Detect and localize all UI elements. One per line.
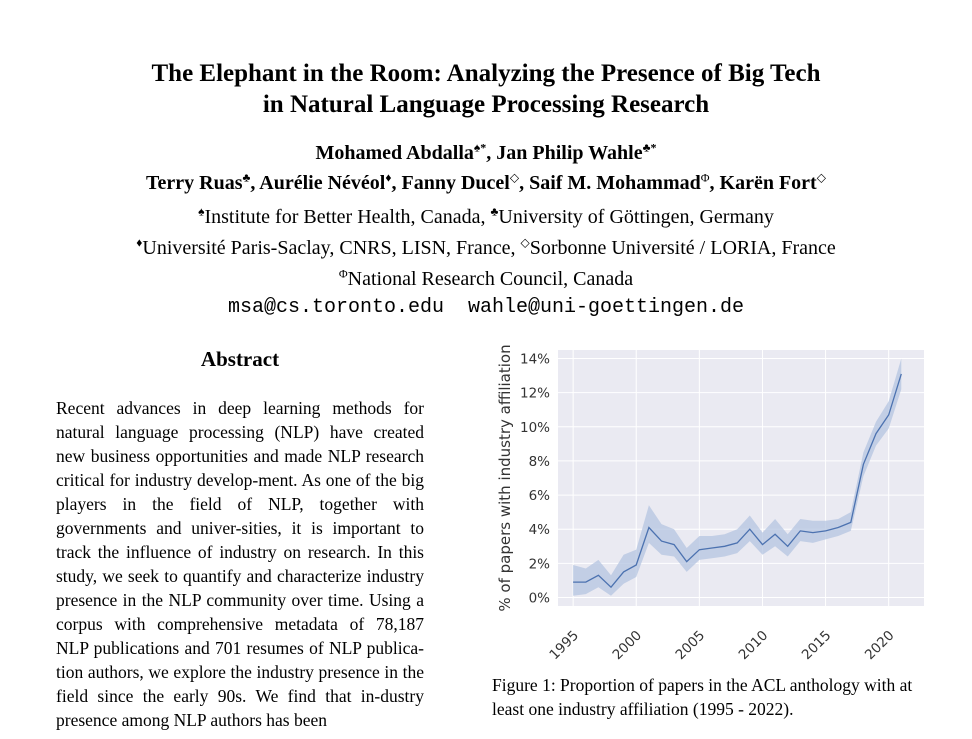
paper-title: [0, 58, 972, 120]
email-address[interactable]: wahle@uni-goettingen.de: [468, 296, 745, 319]
y-tick-label: 10%: [519, 419, 550, 436]
author-list: [0, 138, 972, 198]
affiliation-mark: ♠: [198, 204, 205, 219]
author-mark: ◇: [509, 170, 520, 185]
title-line-1: The Elephant in the Room: Analyzing the Presence of Big Tech: [151, 60, 821, 87]
y-tick-label: 6%: [528, 488, 550, 505]
y-tick-label: 0%: [528, 590, 550, 607]
author-mark: Φ: [700, 170, 710, 185]
line-chart: [490, 342, 940, 662]
author-mark: ♣*: [642, 140, 657, 155]
x-tick-label: 2005: [672, 627, 709, 662]
affiliation-line-3: [0, 264, 972, 295]
y-tick-label: 14%: [519, 351, 550, 368]
figure-caption: Figure 1: Proportion of papers in the ACL anthology with at least one industry affiliation (1995 - 2022).: [492, 675, 913, 719]
author-mark: ♦: [385, 170, 392, 185]
author-mark: ♠*: [473, 140, 487, 155]
affiliation-line-2: [0, 233, 972, 264]
authors-line-1: Mohamed Abdalla♠*, Jan Philip Wahle♣*: [315, 140, 657, 164]
x-tick-label: 2010: [735, 627, 772, 662]
email-line: [0, 296, 972, 319]
y-tick-label: 8%: [528, 453, 550, 470]
x-tick-label: 2020: [861, 627, 898, 662]
y-tick-label: 12%: [519, 385, 550, 402]
affiliation-list: [0, 202, 972, 295]
x-tick-label: 2015: [798, 627, 835, 662]
affiliation-mark: ◇: [520, 235, 530, 250]
y-tick-label: 4%: [528, 522, 550, 539]
x-tick-label: 2000: [609, 627, 646, 662]
plot-area: [558, 350, 924, 606]
author-name: Karën Fort: [719, 172, 817, 194]
author-name: Fanny Ducel: [401, 172, 510, 194]
title-line-2: in Natural Language Processing Research: [262, 91, 710, 118]
affiliation-text: Sorbonne Université / LORIA, France: [529, 237, 836, 259]
author-name: Terry Ruas: [146, 172, 243, 194]
affiliation-line-1: [0, 202, 972, 233]
author-mark: ◇: [816, 170, 826, 185]
figure-1-chart: [490, 342, 940, 662]
affiliation-text: Université Paris-Saclay, CNRS, LISN, France,: [142, 237, 516, 259]
author-name: Saif M. Mohammad: [529, 172, 701, 194]
abstract-heading: Abstract: [200, 347, 280, 371]
email-address[interactable]: msa@cs.toronto.edu: [227, 296, 444, 319]
affiliation-mark: ♣: [490, 204, 499, 219]
affiliation-text: National Research Council, Canada: [347, 268, 634, 290]
affiliation-text: Institute for Better Health, Canada,: [204, 206, 486, 228]
x-tick-label: 1995: [546, 627, 582, 662]
abstract-text: Recent advances in deep learning methods for natural language processing (NLP) have created new business opportunities and made NLP research critical for industry develop-ment. As one of the big players in the field of NLP, together with governments and univer-sities, it is important to track the influence of industry on research. In this study, we seek to quantify and characterize industry presence in the NLP community over time. Using a corpus with comprehensive metadata of 78,187 NLP publications and 701 resumes of NLP publica-tion authors, we explore the industry presence in the field since the early 90s. We find that in-dustry presence among NLP authors has been: [56, 398, 424, 730]
author-name: Jan Philip Wahle: [496, 142, 643, 164]
author-name: Aurélie Névéol: [259, 172, 386, 194]
authors-line-2: Terry Ruas♣, Aurélie Névéol♦, Fanny Ducel◇, Saif M. Mohammad$^\Phi$, Karën Fort◇: [146, 170, 826, 194]
author-name: Mohamed Abdalla: [315, 142, 474, 164]
affiliation-mark: ♦: [136, 235, 143, 250]
affiliation-mark: Φ: [338, 266, 348, 281]
y-axis-label: % of papers with industry affiliation: [496, 344, 514, 612]
y-tick-label: 2%: [528, 556, 550, 573]
author-mark: ♣: [242, 170, 251, 185]
affiliation-text: University of Göttingen, Germany: [498, 206, 774, 228]
